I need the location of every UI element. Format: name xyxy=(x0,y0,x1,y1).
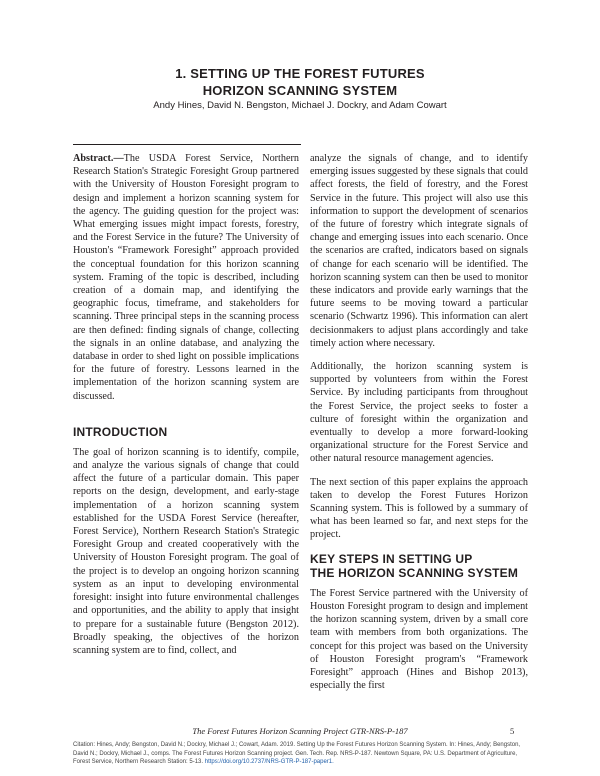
citation-text: Citation: Hines, Andy; Bengston, David N.; Dockry, Michael J.; Cowart, Adam. 2019. Setting Up the Forest Futures Horizon Scanning System. In: Hines, Andy; Bengston, David N.; Dockry, Michael J., comps. The Forest Futures Horizon Scanning project. Gen. Tech. Rep. NRS-P-187. Newtown Square, PA: U.S. Department of Agriculture, Forest Service, Northern Research Station: 5-13. xyxy=(73,742,521,765)
abstract-label: Abstract.— xyxy=(73,153,124,164)
right-column xyxy=(310,152,528,702)
abstract xyxy=(73,152,299,403)
title-line-1: 1. SETTING UP THE FOREST FUTURES xyxy=(175,66,425,81)
introduction-paragraph: The goal of horizon scanning is to identify, compile, and analyze the various signals of change that could affect the future of a particular domain. This paper reports on the design, development, and early-stage implementation of a horizon scanning system established for the USDA Forest Service (hereafter, Forest Service), Northern Research Station's Strategic Foresight Group and created cooperatively with the University of Houston Foresight program. The goal of the project is to develop an ongoing horizon scanning system as an input to developing environmental foresight: insight into future environmental challenges and opportunities, and the ability to apply that insight to prepare for a sustainable future (Bengston 2012). Broadly speaking, the objectives of the horizon scanning system are to find, collect, and xyxy=(73,446,299,656)
key-steps-heading xyxy=(310,552,528,580)
body-paragraph-2: Additionally, the horizon scanning system is supported by volunteers from within the Forest Service. By including participants from throughout the Forest Service, the project seeks to foster a culture of foresight within the organization and eventually to develop a more forward-looking organizational structure for the Forest Service and other natural resource management agencies. xyxy=(310,361,528,465)
author-list: Andy Hines, David N. Bengston, Michael J. Dockry, and Adam Cowart xyxy=(153,100,447,111)
page-number: 5 xyxy=(510,726,515,736)
footer-series: The Forest Futures Horizon Scanning Project GTR-NRS-P-187 xyxy=(192,726,408,736)
body-paragraph-1: analyze the signals of change, and to identify emerging issues suggested by these signals that could affect forests, the field of forestry, and the Forest Service in the future. This project will also use this information to support the development of scenarios of the future of forestry which integrate signals of change and emerging issues into each scenario. Once the scenarios are crafted, indicators based on signals of change for each scenario will be identified. The horizon scanning system can then be used to monitor these indicators and provide early warnings that the future seems to be moving toward a particular scenario (Schwartz 1996). This information can alert decisionmakers to adjust plans accordingly and take timely action where necessary. xyxy=(310,153,528,349)
body-paragraph-3: The next section of this paper explains the approach taken to develop the Forest Futures Horizon Scanning system. This is followed by a summary of what has been learned so far, and next steps for the project. xyxy=(310,476,528,541)
introduction-heading: INTRODUCTION xyxy=(73,424,168,439)
citation xyxy=(73,741,528,767)
body-paragraph-4: The Forest Service partnered with the University of Houston Foresight program to design and implement the horizon scanning system, driven by a small core team with members from both organizations. The concept for this project was based on the University of Houston Foresight program's “Framework Foresight” approach (Hines and Bishop 2013), especially the first xyxy=(310,587,528,692)
left-column xyxy=(73,152,299,667)
abstract-text: The USDA Forest Service, Northern Research Station's Strategic Foresight Group partnered with the University of Houston Foresight program to design and implement a horizon scanning system for the agency. The guiding question for the project was: What emerging issues might impact forests, forestry, and the Forest Service in the future? The University of Houston's “Framework Foresight” approach provided the conceptual foundation for this horizon scanning system. Framing of the topic is described, including creation of a domain map, and identifying the geographic focus, timeframe, and stakeholders for scanning. Three principal steps in the scanning process are then defined: finding signals of change, collecting the signals in an online database, and analyzing the database in order to shed light on possible implications for the future of forestry. Lessons learned in the implementation of the horizon scanning system are discussed. xyxy=(73,153,299,402)
key-steps-heading-line-2: THE HORIZON SCANNING SYSTEM xyxy=(310,565,519,580)
doi-link[interactable]: https://doi.org/10.2737/NRS-GTR-P-187-paper1. xyxy=(204,759,334,765)
paper-title xyxy=(0,65,600,99)
abstract-divider xyxy=(73,144,301,145)
key-steps-heading-line-1: KEY STEPS IN SETTING UP xyxy=(310,551,473,566)
title-line-2: HORIZON SCANNING SYSTEM xyxy=(202,83,398,98)
